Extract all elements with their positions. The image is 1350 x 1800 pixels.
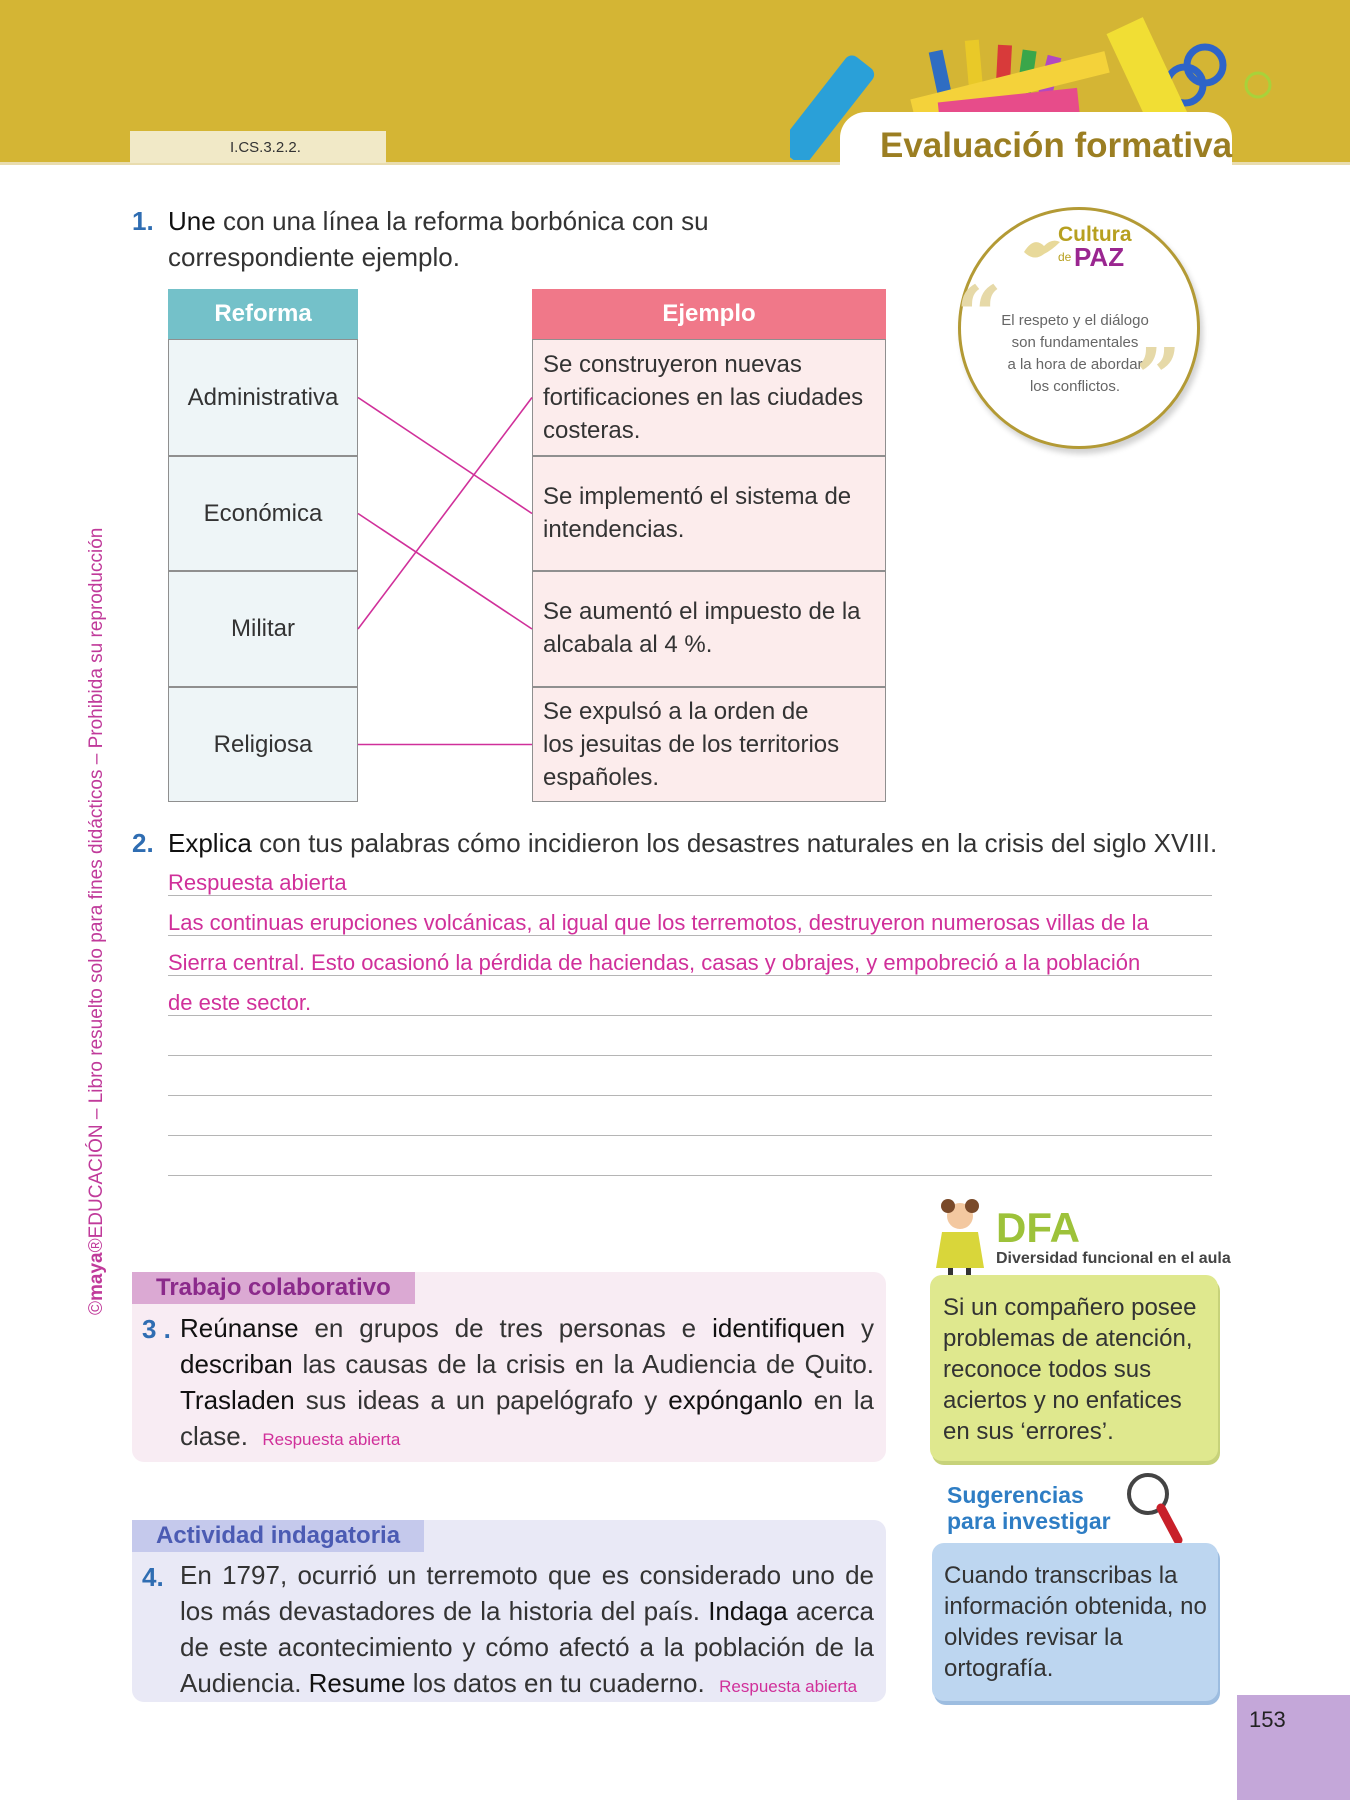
reforma-label: Religiosa (213, 730, 313, 758)
text: acerca de este acontecimiento y cómo afectó a la población de la Audiencia. (180, 1596, 874, 1698)
dfa-text: Si un compañero posee problemas de atención, reconoce todos sus aciertos y no enfatices en sus ‘errores’. (943, 1294, 1197, 1445)
answer-note: Respuesta abierta (719, 1677, 858, 1696)
reforma-header: Reforma (168, 289, 358, 339)
verb: Resume (308, 1668, 406, 1698)
text: en la (813, 1385, 874, 1415)
question-4-text (180, 1557, 874, 1705)
ejemplo-line: intendencias. (543, 516, 685, 543)
ejemplo-line: costeras. (543, 417, 641, 444)
question-1-line1: con una línea la reforma borbónica con su (222, 206, 709, 236)
de-word: de (1058, 250, 1072, 264)
question-1-line2: correspondiente ejemplo. (168, 242, 460, 272)
question-2-number: 2. (132, 828, 154, 858)
sugerencias-title-line: para investigar (947, 1508, 1111, 1534)
actividad-indagatoria-label: Actividad indagatoria (132, 1520, 424, 1552)
copyright-symbol: © (86, 1301, 107, 1315)
text: en grupos de tres personas e (314, 1313, 697, 1343)
text: los datos en tu cuaderno. (412, 1668, 705, 1698)
match-line (358, 514, 532, 630)
text: las causas de la crisis en la Audiencia de Quito. (302, 1349, 874, 1379)
answer-note: Respuesta abierta (262, 1430, 401, 1449)
verb: Reúnanse (180, 1313, 299, 1343)
open-quote-icon: “ (956, 268, 1003, 362)
ejemplo-line: españoles. (543, 764, 660, 791)
reforma-label: Militar (231, 615, 295, 642)
writing-rule (168, 1175, 1212, 1176)
writing-rule (168, 975, 1212, 976)
ejemplo-line: alcabala al 4 %. (543, 631, 713, 658)
magnifier-icon (1124, 1470, 1184, 1550)
peace-quote (990, 310, 1160, 398)
peace-line: los conflictos. (1029, 378, 1121, 395)
ejemplo-line: Se expulsó a la orden de (543, 698, 809, 725)
match-line (358, 398, 532, 630)
verb: Trasladen (180, 1385, 295, 1415)
dfa-subtitle: Diversidad funcional en el aula (996, 1250, 1231, 1267)
question-4-number: 4. (142, 1562, 164, 1592)
answer-line: Las continuas erupciones volcánicas, al igual que los terremotos, destruyeron numerosas villas de la (168, 910, 1149, 935)
writing-rule (168, 895, 1212, 896)
writing-rule (168, 1055, 1212, 1056)
registered-symbol: ® (86, 1238, 107, 1253)
match-line (358, 398, 532, 514)
verb: describan (180, 1349, 293, 1379)
ejemplo-line: Se implementó el sistema de (543, 483, 852, 510)
page-number-box (1237, 1695, 1350, 1800)
peace-line: a la hora de abordar (1007, 356, 1143, 373)
curriculum-code: I.CS.3.2.2. (230, 139, 301, 156)
reforma-label: Administrativa (187, 383, 339, 411)
question-2-prompt (168, 825, 1217, 861)
cultura-word: Cultura (1058, 223, 1132, 246)
girl-illustration (920, 1196, 1000, 1281)
ejemplo-line: Se aumentó el impuesto de la (543, 598, 861, 625)
answer-line: Sierra central. Esto ocasionó la pérdida de haciendas, casas y obrajes, y empobreció a la población (168, 950, 1141, 975)
text: sus ideas a un papelógrafo y (305, 1385, 658, 1415)
sugerencias-title (947, 1482, 1111, 1534)
writing-rule (168, 1135, 1212, 1136)
ejemplo-line: los jesuitas de los territorios (543, 731, 840, 758)
ejemplo-line: Se construyeron nuevas (543, 351, 802, 378)
writing-rule (168, 1095, 1212, 1096)
verb: expónganlo (668, 1385, 803, 1415)
question-1-verb: Une (168, 206, 216, 236)
dfa-title: DFA (996, 1204, 1080, 1251)
writing-rule (168, 935, 1212, 936)
verb: Indaga (708, 1596, 788, 1626)
paz-word: PAZ (1074, 242, 1125, 272)
question-1-number: 1. (132, 206, 154, 236)
sugerencias-title-line: Sugerencias (947, 1482, 1084, 1508)
writing-rule (168, 1015, 1212, 1016)
ejemplo-line: fortificaciones en las ciudades (543, 384, 864, 411)
peace-line: El respeto y el diálogo (1001, 312, 1149, 329)
text: clase. (180, 1421, 248, 1451)
question-3-number: 3 . (142, 1314, 171, 1344)
reforma-label: Económica (203, 499, 323, 527)
question-2-text: con tus palabras cómo incidieron los desastres naturales en la crisis del siglo XVIII. (259, 828, 1218, 858)
ejemplo-header: Ejemplo (532, 289, 886, 339)
verb: identifiquen (712, 1313, 846, 1343)
trabajo-colaborativo-label: Trabajo colaborativo (132, 1272, 415, 1304)
question-3-text (180, 1310, 874, 1458)
sugerencias-text: Cuando transcribas la información obtenida, no olvides revisar la ortografía. (944, 1562, 1207, 1682)
page-number: 153 (1249, 1707, 1286, 1732)
dove-icon (1022, 232, 1062, 264)
brand-name: maya (86, 1252, 107, 1301)
text: En 1797, ocurrió un terremoto que es considerado uno de los más devastadores de la historia del país. (180, 1560, 874, 1626)
peace-line: son fundamentales (1011, 334, 1139, 351)
question-2-verb: Explica (168, 828, 252, 858)
close-quote-icon: ” (1135, 330, 1182, 424)
section-title: Evaluación formativa (880, 126, 1233, 165)
answer-line: Respuesta abierta (168, 870, 347, 895)
answer-line: de este sector. (168, 990, 312, 1015)
text: y (861, 1313, 874, 1343)
copyright-text: EDUCACIÓN – Libro resuelto solo para fines didácticos – Prohibida su reproducción (86, 527, 107, 1239)
